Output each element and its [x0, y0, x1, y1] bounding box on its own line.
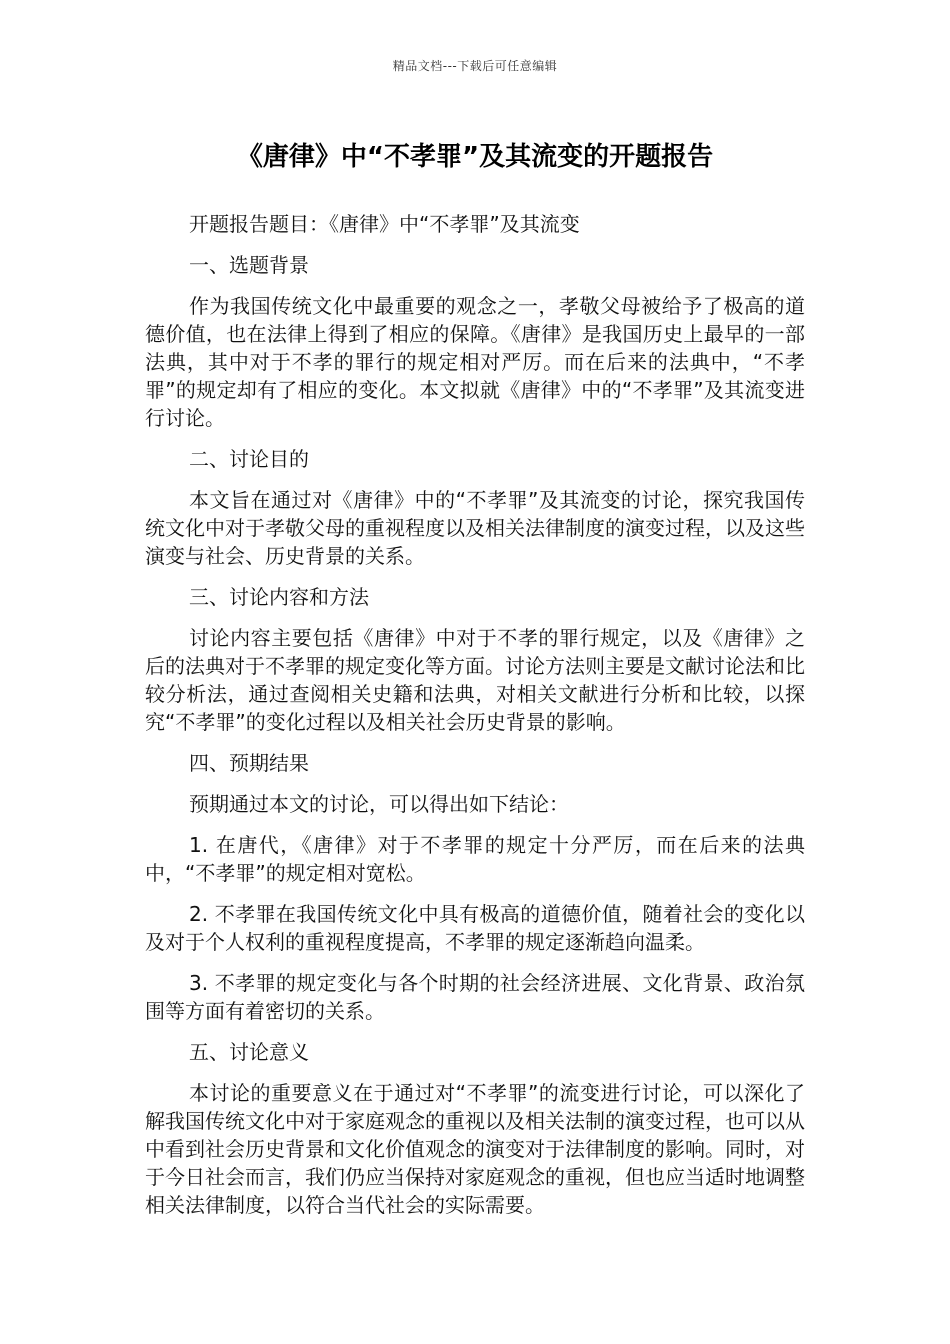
section-body-significance: 本讨论的重要意义在于通过对“不孝罪”的流变进行讨论，可以深化了解我国传统文化中对于家庭观念的重视以及相关法制的演变过程，也可以从中看到社会历史背景和文化价值观念的演变对于法律制度的影响。同时，对于今日社会而言，我们仍应当保持对家庭观念的重视，但也应当适时地调整相关法律制度，以符合当代社会的实际需要。	[145, 1081, 805, 1217]
section-heading-significance: 五、讨论意义	[189, 1040, 309, 1064]
section-heading-content-method: 三、讨论内容和方法	[189, 585, 369, 609]
section-heading-expected: 四、预期结果	[189, 751, 309, 775]
section-heading-background: 一、选题背景	[189, 253, 309, 277]
expected-item: 2. 不孝罪在我国传统文化中具有极高的道德价值，随着社会的变化以及对于个人权利的重视程度提高，不孝罪的规定逐渐趋向温柔。	[145, 902, 805, 954]
expected-item: 1. 在唐代，《唐律》对于不孝罪的规定十分严厉，而在后来的法典中，“不孝罪”的规定相对宽松。	[145, 833, 805, 885]
expected-intro: 预期通过本文的讨论，可以得出如下结论：	[189, 792, 569, 816]
expected-item: 3. 不孝罪的规定变化与各个时期的社会经济进展、文化背景、政治氛围等方面有着密切的关系。	[145, 971, 805, 1023]
document-body	[145, 210, 805, 1232]
document-title: 《唐律》中“不孝罪”及其流变的开题报告	[236, 142, 714, 172]
topic-line: 开题报告题目：《唐律》中“不孝罪”及其流变	[189, 212, 580, 236]
section-heading-purpose: 二、讨论目的	[189, 447, 309, 471]
section-body-purpose: 本文旨在通过对《唐律》中的“不孝罪”及其流变的讨论，探究我国传统文化中对于孝敬父母的重视程度以及相关法律制度的演变过程，以及这些演变与社会、历史背景的关系。	[145, 488, 805, 568]
section-body-content-method: 讨论内容主要包括《唐律》中对于不孝的罪行规定，以及《唐律》之后的法典对于不孝罪的规定变化等方面。讨论方法则主要是文献讨论法和比较分析法，通过查阅相关史籍和法典，对相关文献进行分析和比较，以探究“不孝罪”的变化过程以及相关社会历史背景的影响。	[145, 626, 805, 734]
section-body-background: 作为我国传统文化中最重要的观念之一，孝敬父母被给予了极高的道德价值，也在法律上得到了相应的保障。《唐律》是我国历史上最早的一部法典，其中对于不孝的罪行的规定相对严厉。而在后来的法典中，“不孝罪”的规定却有了相应的变化。本文拟就《唐律》中的“不孝罪”及其流变进行讨论。	[145, 294, 805, 430]
header-note: 精品文档---下载后可任意编辑	[392, 59, 558, 73]
